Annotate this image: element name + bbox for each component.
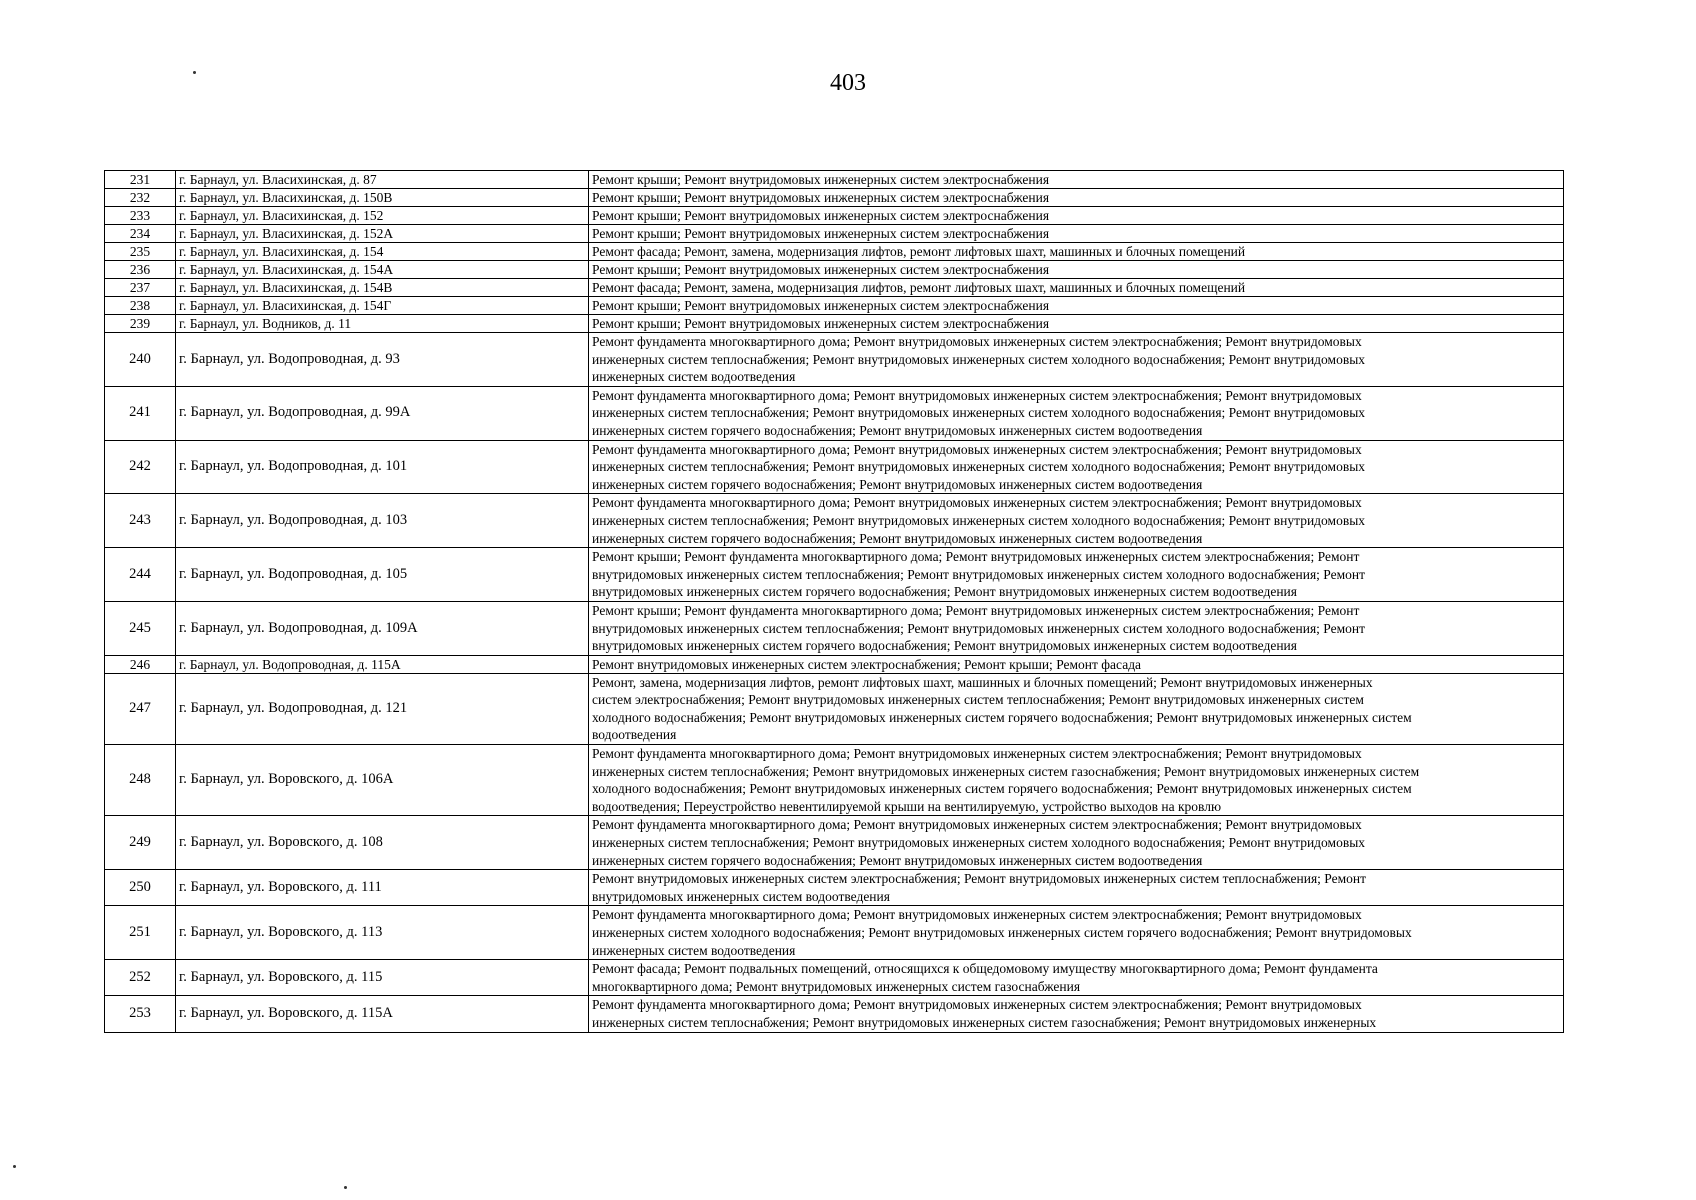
row-works: Ремонт фундамента многоквартирного дома; Ремонт внутридомовых инженерных систем электроснабжения; Ремонт внутридомовых инженерных систем теплоснабжения; Ремонт внутридомовых инженерных систем холодного водоснабжения; Ремонт внутридомовых инженерных систем горячего водоснабжения; Ремонт внутридомовых инженерных систем водоотведения (589, 494, 1564, 548)
row-works: Ремонт фундамента многоквартирного дома; Ремонт внутридомовых инженерных систем электроснабжения; Ремонт внутридомовых инженерных систем теплоснабжения; Ремонт внутридомовых инженерных систем холодного водоснабжения; Ремонт внутридомовых инженерных систем горячего водоснабжения; Ремонт внутридомовых инженерных систем водоотведения (589, 440, 1564, 494)
row-address: г. Барнаул, ул. Власихинская, д. 150В (176, 189, 589, 207)
scan-speck (344, 1186, 347, 1189)
row-number: 247 (105, 673, 176, 744)
row-address: г. Барнаул, ул. Власихинская, д. 152А (176, 225, 589, 243)
table-row (105, 279, 1564, 297)
row-number: 237 (105, 279, 176, 297)
row-number: 250 (105, 870, 176, 906)
table-row (105, 207, 1564, 225)
row-works: Ремонт крыши; Ремонт внутридомовых инженерных систем электроснабжения (589, 225, 1564, 243)
row-address: г. Барнаул, ул. Власихинская, д. 154А (176, 261, 589, 279)
table-row (105, 261, 1564, 279)
row-number: 246 (105, 655, 176, 673)
row-address: г. Барнаул, ул. Воровского, д. 106А (176, 745, 589, 816)
table-row (105, 996, 1564, 1032)
row-number: 243 (105, 494, 176, 548)
row-number: 232 (105, 189, 176, 207)
row-works: Ремонт фундамента многоквартирного дома; Ремонт внутридомовых инженерных систем электроснабжения; Ремонт внутридомовых инженерных систем теплоснабжения; Ремонт внутридомовых инженерных систем холодного водоснабжения; Ремонт внутридомовых инженерных систем водоотведения (589, 333, 1564, 387)
row-address: г. Барнаул, ул. Водопроводная, д. 93 (176, 333, 589, 387)
table-row (105, 386, 1564, 440)
table-row (105, 440, 1564, 494)
row-address: г. Барнаул, ул. Водопроводная, д. 105 (176, 548, 589, 602)
page-number: 403 (830, 70, 866, 96)
row-number: 239 (105, 315, 176, 333)
row-number: 231 (105, 171, 176, 189)
row-works: Ремонт крыши; Ремонт внутридомовых инженерных систем электроснабжения (589, 207, 1564, 225)
table-row (105, 673, 1564, 744)
row-number: 253 (105, 996, 176, 1032)
row-address: г. Барнаул, ул. Воровского, д. 113 (176, 906, 589, 960)
row-works: Ремонт крыши; Ремонт внутридомовых инженерных систем электроснабжения (589, 261, 1564, 279)
row-works: Ремонт фундамента многоквартирного дома; Ремонт внутридомовых инженерных систем электроснабжения; Ремонт внутридомовых инженерных систем холодного водоснабжения; Ремонт внутридомовых инженерных систем горячего водоснабжения; Ремонт внутридомовых инженерных систем водоотведения (589, 906, 1564, 960)
row-works: Ремонт крыши; Ремонт внутридомовых инженерных систем электроснабжения (589, 315, 1564, 333)
row-works: Ремонт фасада; Ремонт, замена, модернизация лифтов, ремонт лифтовых шахт, машинных и блочных помещений (589, 279, 1564, 297)
row-address: г. Барнаул, ул. Водопроводная, д. 103 (176, 494, 589, 548)
table-row (105, 906, 1564, 960)
row-number: 233 (105, 207, 176, 225)
row-number: 242 (105, 440, 176, 494)
table-row (105, 745, 1564, 816)
row-works: Ремонт крыши; Ремонт фундамента многоквартирного дома; Ремонт внутридомовых инженерных систем электроснабжения; Ремонт внутридомовых инженерных систем теплоснабжения; Ремонт внутридомовых инженерных систем холодного водоснабжения; Ремонт внутридомовых инженерных систем горячего водоснабжения; Ремонт внутридомовых инженерных систем водоотведения (589, 601, 1564, 655)
row-works: Ремонт, замена, модернизация лифтов, ремонт лифтовых шахт, машинных и блочных помещений; Ремонт внутридомовых инженерных систем электроснабжения; Ремонт внутридомовых инженерных систем теплоснабжения; Ремонт внутридомовых инженерных систем холодного водоснабжения; Ремонт внутридомовых инженерных систем горячего водоснабжения; Ремонт внутридомовых инженерных систем водоотведения (589, 673, 1564, 744)
row-works: Ремонт крыши; Ремонт внутридомовых инженерных систем электроснабжения (589, 189, 1564, 207)
row-address: г. Барнаул, ул. Власихинская, д. 154Г (176, 297, 589, 315)
scan-speck (13, 1165, 16, 1168)
row-address: г. Барнаул, ул. Водопроводная, д. 115А (176, 655, 589, 673)
row-number: 251 (105, 906, 176, 960)
table-row (105, 870, 1564, 906)
table-row (105, 297, 1564, 315)
table-row (105, 189, 1564, 207)
row-number: 244 (105, 548, 176, 602)
row-number: 236 (105, 261, 176, 279)
row-address: г. Барнаул, ул. Власихинская, д. 87 (176, 171, 589, 189)
row-number: 234 (105, 225, 176, 243)
row-address: г. Барнаул, ул. Власихинская, д. 152 (176, 207, 589, 225)
table-row (105, 494, 1564, 548)
table-row (105, 225, 1564, 243)
row-works: Ремонт внутридомовых инженерных систем электроснабжения; Ремонт внутридомовых инженерных систем теплоснабжения; Ремонт внутридомовых инженерных систем водоотведения (589, 870, 1564, 906)
row-works: Ремонт внутридомовых инженерных систем электроснабжения; Ремонт крыши; Ремонт фасада (589, 655, 1564, 673)
row-address: г. Барнаул, ул. Водопроводная, д. 121 (176, 673, 589, 744)
table-row (105, 315, 1564, 333)
row-address: г. Барнаул, ул. Власихинская, д. 154В (176, 279, 589, 297)
row-works: Ремонт фундамента многоквартирного дома; Ремонт внутридомовых инженерных систем электроснабжения; Ремонт внутридомовых инженерных систем теплоснабжения; Ремонт внутридомовых инженерных систем газоснабжения; Ремонт внутридомовых инженерных (589, 996, 1564, 1032)
row-address: г. Барнаул, ул. Водопроводная, д. 109А (176, 601, 589, 655)
row-address: г. Барнаул, ул. Водопроводная, д. 99А (176, 386, 589, 440)
table-row (105, 960, 1564, 996)
row-number: 245 (105, 601, 176, 655)
row-address: г. Барнаул, ул. Воровского, д. 115 (176, 960, 589, 996)
table-row (105, 655, 1564, 673)
scan-speck (193, 71, 196, 74)
row-works: Ремонт фундамента многоквартирного дома; Ремонт внутридомовых инженерных систем электроснабжения; Ремонт внутридомовых инженерных систем теплоснабжения; Ремонт внутридомовых инженерных систем холодного водоснабжения; Ремонт внутридомовых инженерных систем горячего водоснабжения; Ремонт внутридомовых инженерных систем водоотведения (589, 816, 1564, 870)
row-works: Ремонт крыши; Ремонт фундамента многоквартирного дома; Ремонт внутридомовых инженерных систем электроснабжения; Ремонт внутридомовых инженерных систем теплоснабжения; Ремонт внутридомовых инженерных систем холодного водоснабжения; Ремонт внутридомовых инженерных систем горячего водоснабжения; Ремонт внутридомовых инженерных систем водоотведения (589, 548, 1564, 602)
row-works: Ремонт фасада; Ремонт подвальных помещений, относящихся к общедомовому имуществу многоквартирного дома; Ремонт фундамента многоквартирного дома; Ремонт внутридомовых инженерных систем газоснабжения (589, 960, 1564, 996)
table-row (105, 333, 1564, 387)
row-number: 240 (105, 333, 176, 387)
row-number: 252 (105, 960, 176, 996)
table-row (105, 816, 1564, 870)
table-row (105, 548, 1564, 602)
row-works: Ремонт фасада; Ремонт, замена, модернизация лифтов, ремонт лифтовых шахт, машинных и блочных помещений (589, 243, 1564, 261)
repair-registry-table (104, 170, 1564, 1033)
table-row (105, 171, 1564, 189)
row-number: 238 (105, 297, 176, 315)
row-works: Ремонт крыши; Ремонт внутридомовых инженерных систем электроснабжения (589, 297, 1564, 315)
table-row (105, 243, 1564, 261)
row-number: 248 (105, 745, 176, 816)
row-number: 249 (105, 816, 176, 870)
row-address: г. Барнаул, ул. Воровского, д. 108 (176, 816, 589, 870)
row-works: Ремонт крыши; Ремонт внутридомовых инженерных систем электроснабжения (589, 171, 1564, 189)
table-row (105, 601, 1564, 655)
row-number: 241 (105, 386, 176, 440)
row-address: г. Барнаул, ул. Воровского, д. 115А (176, 996, 589, 1032)
row-number: 235 (105, 243, 176, 261)
row-address: г. Барнаул, ул. Власихинская, д. 154 (176, 243, 589, 261)
row-works: Ремонт фундамента многоквартирного дома; Ремонт внутридомовых инженерных систем электроснабжения; Ремонт внутридомовых инженерных систем теплоснабжения; Ремонт внутридомовых инженерных систем газоснабжения; Ремонт внутридомовых инженерных систем холодного водоснабжения; Ремонт внутридомовых инженерных систем горячего водоснабжения; Ремонт внутридомовых инженерных систем водоотведения; Переустройство невентилируемой крыши на вентилируемую, устройство выходов на кровлю (589, 745, 1564, 816)
row-address: г. Барнаул, ул. Водопроводная, д. 101 (176, 440, 589, 494)
row-address: г. Барнаул, ул. Воровского, д. 111 (176, 870, 589, 906)
row-works: Ремонт фундамента многоквартирного дома; Ремонт внутридомовых инженерных систем электроснабжения; Ремонт внутридомовых инженерных систем теплоснабжения; Ремонт внутридомовых инженерных систем холодного водоснабжения; Ремонт внутридомовых инженерных систем горячего водоснабжения; Ремонт внутридомовых инженерных систем водоотведения (589, 386, 1564, 440)
row-address: г. Барнаул, ул. Водников, д. 11 (176, 315, 589, 333)
